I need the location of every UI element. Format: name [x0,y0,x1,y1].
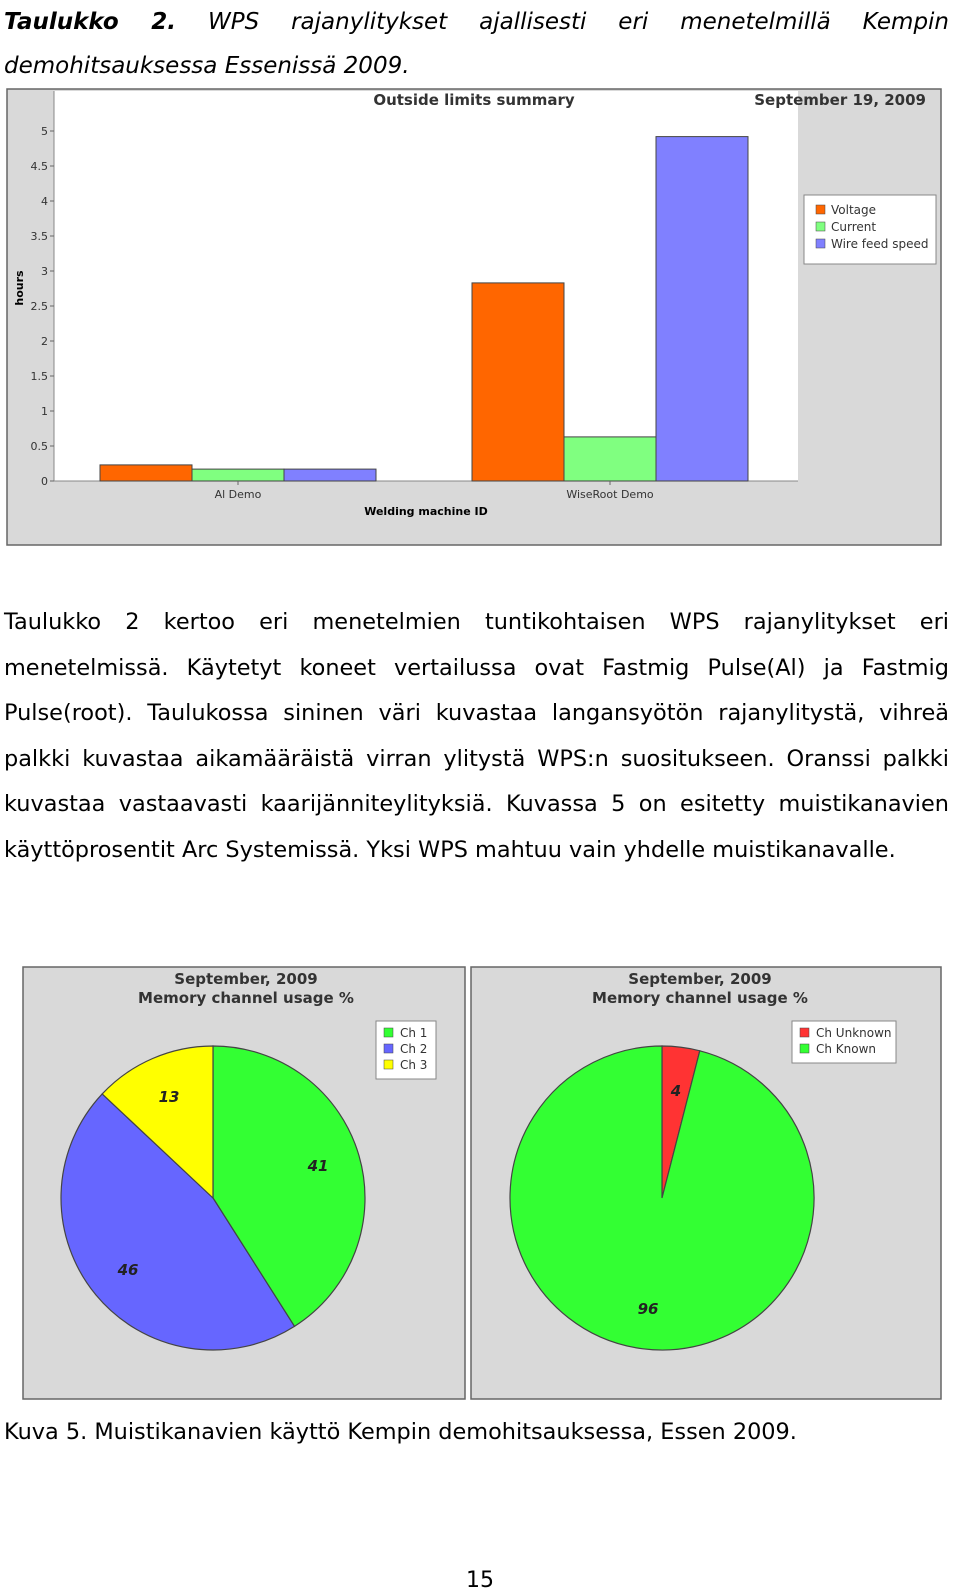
legend-label: Ch Unknown [816,1026,892,1040]
bar-wire-feed-speed [284,469,376,481]
bar-current [192,469,284,481]
pie-data-label: 41 [307,1157,329,1175]
pie-slice-ch-known [510,1046,814,1350]
pie-data-label: 96 [637,1300,659,1318]
pie-data-label: 4 [670,1082,682,1100]
pie-chart-known [470,966,942,1404]
legend-label: Current [831,220,877,234]
pie-data-label: 13 [158,1088,180,1106]
legend-swatch [384,1044,393,1053]
chart-date: September 19, 2009 [754,91,926,109]
table-caption [4,0,949,88]
figure-caption: Kuva 5. Muistikanavien käyttö Kempin demohitsauksessa, Essen 2009. [4,1419,797,1445]
y-tick-label: 5 [41,125,48,138]
body-paragraph: Taulukko 2 kertoo eri menetelmien tuntikohtaisen WPS rajanylitykset eri menetelmissä. Käytetyt koneet vertailussa ovat Fastmig Pulse(Al) ja Fastmig Pulse(root). Taulukossa sininen väri kuvastaa langansyötön rajanylitystä, vihreä palkki kuvastaa aikamääräistä virran ylitystä WPS:n suositukseen. Oranssi palkki kuvastaa vastaavasti kaarijänniteylityksiä. Kuvassa 5 on esitetty muistikanavien käyttöprosentit Arc Systemissä. Yksi WPS mahtuu vain yhdelle muistikanavalle. [4,609,949,863]
y-tick-label: 1 [41,405,48,418]
legend-label: Ch Known [816,1042,877,1056]
table-caption-text: WPS rajanylitykset ajallisesti eri menetelmillä Kempin demohitsauksessa Essenissä 2009. [4,9,950,79]
y-tick-label: 0 [41,475,48,488]
legend-swatch [384,1060,393,1069]
x-axis-label: Welding machine ID [364,505,488,518]
legend-swatch [800,1044,809,1053]
bar-voltage [472,283,564,481]
chart-title: Outside limits summary [373,91,575,109]
legend-label: Voltage [831,203,877,217]
chart-subtitle: Memory channel usage % [138,989,354,1007]
y-tick-label: 2.5 [30,300,48,313]
pie-chart-channels [22,966,466,1404]
y-tick-label: 3.5 [30,230,48,243]
legend-swatch [816,205,825,214]
x-tick-label: Al Demo [214,488,262,501]
y-tick-label: 2 [41,335,48,348]
y-tick-label: 3 [41,265,48,278]
pie-chart-known-svg [470,966,942,1400]
legend-swatch [800,1028,809,1037]
legend-label: Ch 3 [400,1058,428,1072]
chart-title: September, 2009 [174,970,318,988]
legend-label: Ch 2 [400,1042,428,1056]
legend-swatch [816,239,825,248]
y-tick-label: 0.5 [30,440,48,453]
legend-label: Wire feed speed [831,237,929,251]
table-caption-label: Taulukko 2. [4,9,177,35]
legend-swatch [384,1028,393,1037]
page-number: 15 [466,1568,494,1593]
legend-swatch [816,222,825,231]
y-tick-label: 4.5 [30,160,48,173]
y-axis-label: hours [13,270,26,306]
pie-data-label: 46 [117,1261,139,1279]
bar-chart [6,88,942,550]
bar-current [564,437,656,481]
x-tick-label: WiseRoot Demo [566,488,654,501]
y-tick-label: 4 [41,195,48,208]
pie-chart-channels-svg [22,966,466,1400]
y-tick-label: 1.5 [30,370,48,383]
legend-label: Ch 1 [400,1026,428,1040]
chart-subtitle: Memory channel usage % [592,989,808,1007]
bar-chart-svg [6,88,942,546]
bar-voltage [100,465,192,481]
chart-title: September, 2009 [628,970,772,988]
bar-wire-feed-speed [656,137,748,481]
